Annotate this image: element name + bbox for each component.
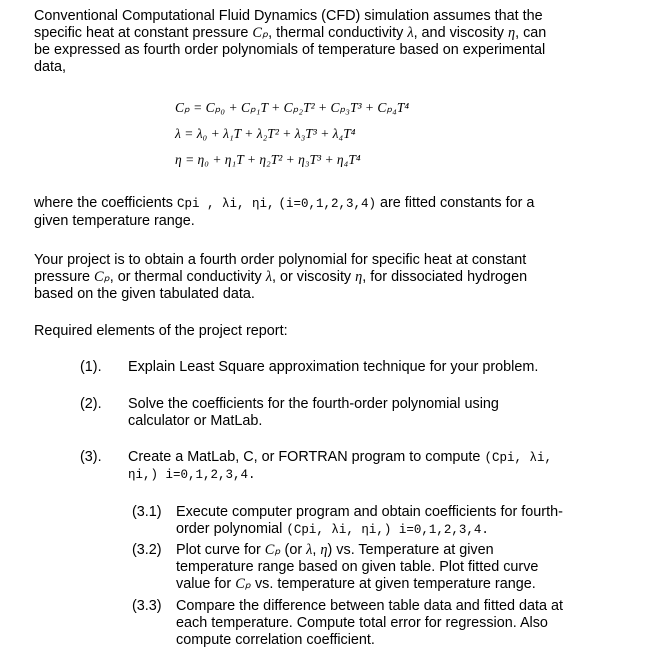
item-3-text [128,449,628,484]
subitem-3-1-line-1: Execute computer program and obtain coefficients for fourth- [176,504,563,520]
subitem-3-2-line-1c: , [312,542,317,558]
subitem-3-3-line-2: each temperature. Compute total error for regression. Also [176,615,548,631]
intro-line-2d: , can [515,25,547,41]
subitem-3-2-line-1b: (or [284,542,303,558]
equation-eta: η = η₀ + η₁T + η₂T² + η₃T³ + η₄T⁴ [175,152,361,167]
coefficients-prefix: where the coefficients [34,195,173,211]
subitem-3-1-line-2-text: order polynomial [176,521,283,537]
subitem-3-1-line-2 [176,521,636,539]
item-1-text [128,359,628,376]
coefficients-line-1 [34,195,644,213]
subitem-3-2-line-3b: vs. temperature at given temperature range. [254,576,536,592]
item-1-number: (1). [80,359,102,375]
subitem-3-3-number: (3.3) [132,598,162,614]
equation-lambda: λ = λ₀ + λ₁T + λ₂T² + λ₃T³ + λ₄T⁴ [175,126,356,141]
eta-symbol: η [507,25,516,41]
subitem-3-2-line-3 [176,576,636,593]
subitem-3-2-cp-symbol: Cₚ [264,542,281,558]
project-line-2a: pressure [34,269,90,285]
subitem-3-2-number: (3.2) [132,542,162,558]
intro-line-2c: , and viscosity [413,25,504,41]
item-2-text [128,396,628,430]
item-3-line-1-code: (Cpi, λi, [484,451,552,465]
coefficients-line-2: given temperature range. [34,213,195,229]
coefficients-paragraph [34,195,644,230]
item-2-line-1: Solve the coefficients for the fourth-order polynomial using [128,396,499,412]
intro-line-2a: specific heat at constant pressure [34,25,249,41]
intro-line-2 [34,25,634,42]
project-eta-symbol: η [355,269,363,285]
item-3-line-1-text: Create a MatLab, C, or FORTRAN program to compute [128,449,481,465]
intro-line-3: be expressed as fourth order polynomials of temperature based on experimental [34,42,546,58]
subitem-3-2-line-3-cp-symbol: Cₚ [235,576,251,592]
project-line-2 [34,269,644,286]
subitem-3-1-number: (3.1) [132,504,162,520]
intro-line-1: Conventional Computational Fluid Dynamics (CFD) simulation assumes that the [34,8,543,24]
coefficients-suffix: are fitted constants for a [380,195,535,211]
project-line-2b: , or thermal conductivity [109,269,262,285]
coefficients-symbols: Cpi , λi, ηi, [176,197,275,211]
project-line-3: based on the given tabulated data. [34,286,255,302]
subitem-3-2-line-1a: Plot curve for [176,542,261,558]
subitem-3-2-line-1 [176,542,636,559]
coefficients-range: (i=0,1,2,3,4) [278,197,376,211]
required-heading: Required elements of the project report: [34,323,288,339]
item-2-number: (2). [80,396,102,412]
project-line-2d: , for dissociated hydrogen [362,269,528,285]
intro-line-4: data, [34,59,67,75]
item-3-line-2-code: ηi,) i=0,1,2,3,4. [128,468,256,482]
subitem-3-1-text [176,504,636,539]
subitem-3-2-line-1d: ) vs. Temperature at given [327,542,494,558]
project-cp-symbol: Cₚ [94,269,110,285]
lambda-symbol: λ [407,25,414,41]
intro-line-2b: , thermal conductivity [268,25,404,41]
item-3-number: (3). [80,449,102,465]
subitem-3-2-line-3a: value for [176,576,232,592]
intro-paragraph [34,8,634,76]
project-line-2c: , or viscosity [271,269,352,285]
subitem-3-2-lambda-symbol: λ [306,542,313,558]
project-line-1: Your project is to obtain a fourth order polynomial for specific heat at constant [34,252,527,268]
subitem-3-3-line-3: compute correlation coefficient. [176,632,375,648]
subitem-3-2-eta-symbol: η [320,542,328,558]
project-paragraph [34,252,644,303]
subitem-3-2-line-2: temperature range based on given table. Plot fitted curve [176,559,539,575]
subitem-3-1-line-2-code: (Cpi, λi, ηi,) i=0,1,2,3,4. [286,523,489,537]
item-1-line-1: Explain Least Square approximation technique for your problem. [128,359,539,375]
subitem-3-2-text [176,542,636,593]
item-3-line-1 [128,449,628,467]
subitem-3-3-line-1: Compare the difference between table data and fitted data at [176,598,563,614]
cp-symbol: Cₚ [252,25,269,41]
equation-cp: Cₚ = Cₚ₀ + Cₚ₁T + Cₚ₂T² + Cₚ₃T³ + Cₚ₄T⁴ [175,100,410,115]
subitem-3-3-text [176,598,636,649]
project-lambda-symbol: λ [265,269,272,285]
item-2-line-2: calculator or MatLab. [128,413,263,429]
